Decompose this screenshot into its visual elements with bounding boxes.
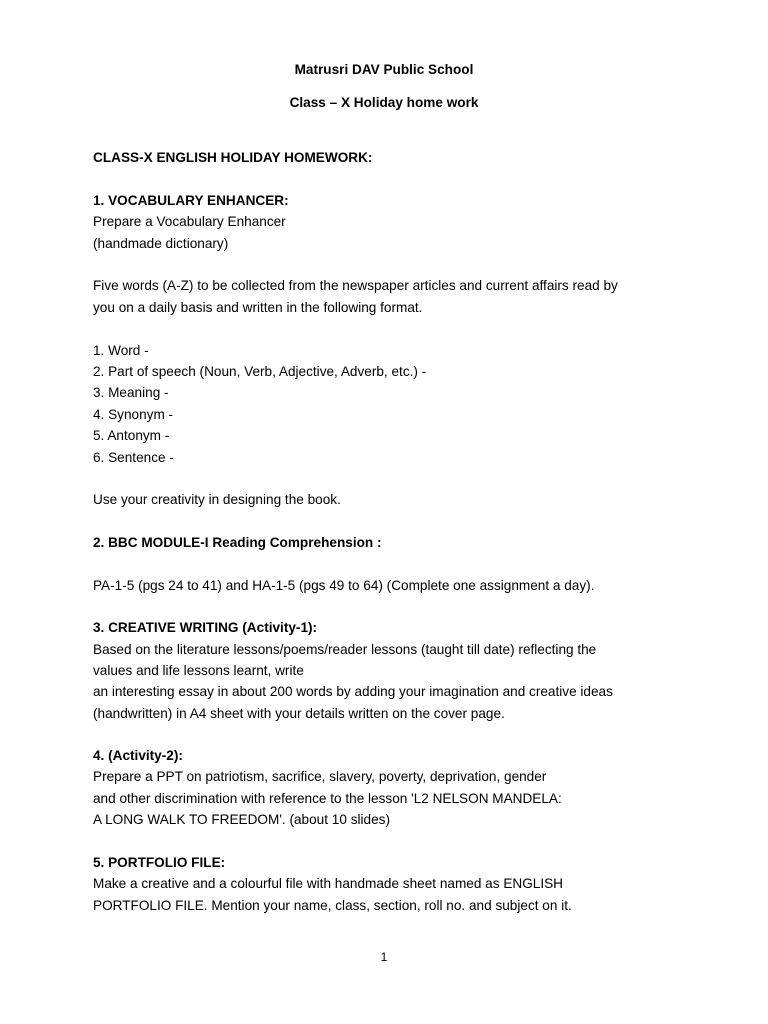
page-number: 1 xyxy=(380,950,388,964)
section1-line: Prepare a Vocabulary Enhancer xyxy=(93,214,286,229)
section1-heading: 1. VOCABULARY ENHANCER: xyxy=(93,193,289,208)
section3-line: (handwritten) in A4 sheet with your details written on the cover page. xyxy=(93,706,505,721)
section3-line: an interesting essay in about 200 words by adding your imagination and creative ideas xyxy=(93,684,613,699)
format-list-item: 1. Word - xyxy=(93,343,149,358)
format-list-item: 6. Sentence - xyxy=(93,450,174,465)
section5-line: PORTFOLIO FILE. Mention your name, class, section, roll no. and subject on it. xyxy=(93,898,572,913)
school-name: Matrusri DAV Public School xyxy=(294,62,474,77)
section2-text: PA-1-5 (pgs 24 to 41) and HA-1-5 (pgs 49 to 64) (Complete one assignment a day). xyxy=(93,578,595,593)
section4-line: Prepare a PPT on patriotism, sacrifice, slavery, poverty, deprivation, gender xyxy=(93,769,547,784)
section1-line: (handmade dictionary) xyxy=(93,236,229,251)
section1-closing: Use your creativity in designing the book. xyxy=(93,492,341,507)
section1-paragraph: you on a daily basis and written in the following format. xyxy=(93,300,423,315)
format-list-item: 3. Meaning - xyxy=(93,385,169,400)
section5-line: Make a creative and a colourful file with handmade sheet named as ENGLISH xyxy=(93,876,563,891)
format-list-item: 5. Antonym - xyxy=(93,428,170,443)
section4-heading: 4. (Activity-2): xyxy=(93,748,183,763)
section3-line: values and life lessons learnt, write xyxy=(93,663,304,678)
section4-line: A LONG WALK TO FREEDOM'. (about 10 slides) xyxy=(93,812,390,827)
section2-heading: 2. BBC MODULE-I Reading Comprehension : xyxy=(93,535,382,550)
section3-line: Based on the literature lessons/poems/reader lessons (taught till date) reflecting the xyxy=(93,642,597,657)
section1-paragraph: Five words (A-Z) to be collected from the newspaper articles and current affairs read by xyxy=(93,278,618,293)
document-subtitle: Class – X Holiday home work xyxy=(289,95,479,110)
format-list-item: 2. Part of speech (Noun, Verb, Adjective, Adverb, etc.) - xyxy=(93,364,427,379)
format-list-item: 4. Synonym - xyxy=(93,407,174,422)
section5-heading: 5. PORTFOLIO FILE: xyxy=(93,855,226,870)
section3-heading: 3. CREATIVE WRITING (Activity-1): xyxy=(93,620,318,635)
main-heading: CLASS-X ENGLISH HOLIDAY HOMEWORK: xyxy=(93,150,373,165)
section4-line: and other discrimination with reference to the lesson 'L2 NELSON MANDELA: xyxy=(93,791,562,806)
